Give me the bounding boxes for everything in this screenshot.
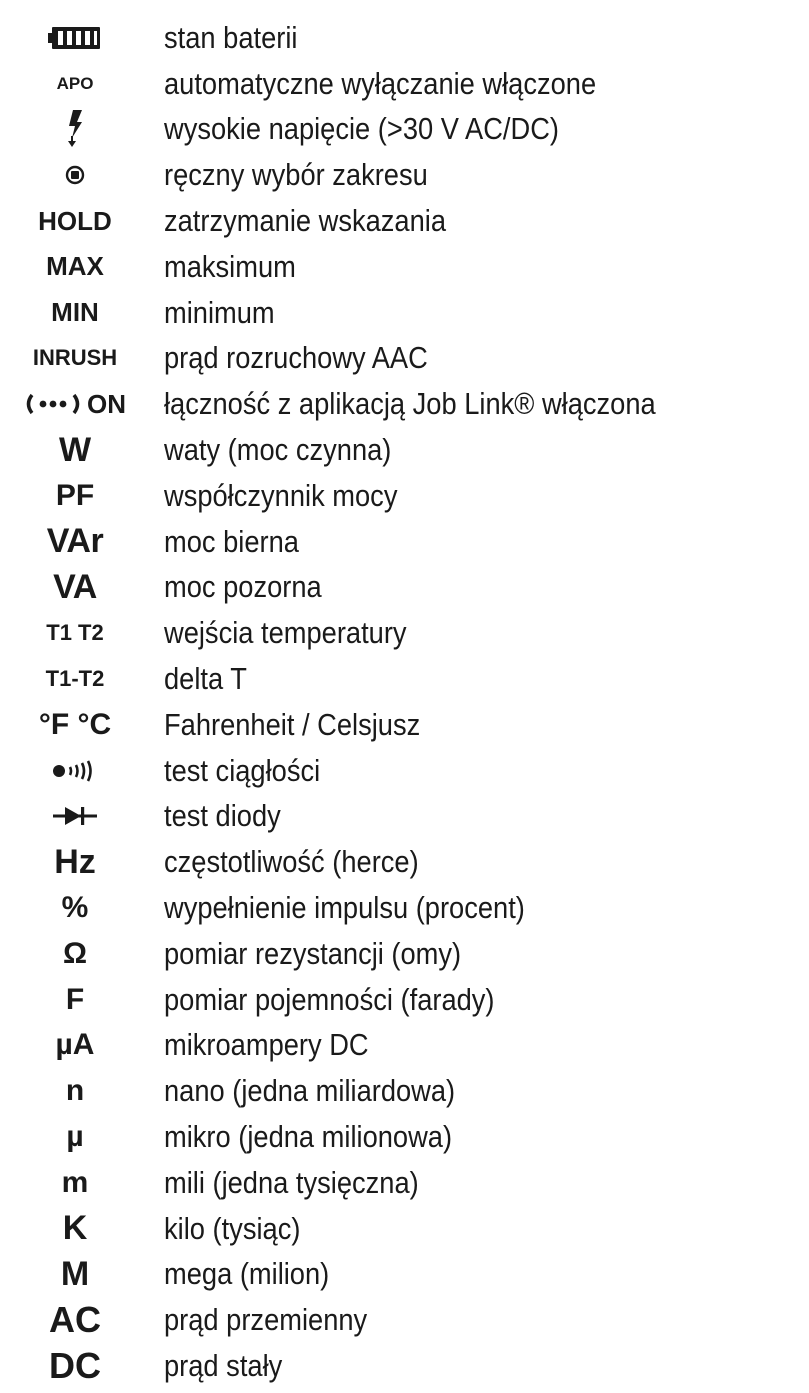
- legend-row: [0, 381, 809, 427]
- legend-row: [0, 839, 809, 885]
- legend-row: [0, 198, 809, 244]
- legend-symbol: n: [65, 1074, 85, 1108]
- legend-description: wysokie napięcie (>30 V AC/DC): [164, 111, 559, 147]
- legend-description: mili (jedna tysięczna): [164, 1164, 419, 1200]
- legend-description: mikroampery DC: [164, 1027, 369, 1063]
- legend-description: ręczny wybór zakresu: [164, 157, 428, 193]
- legend-description: prąd rozruchowy AAC: [164, 340, 428, 376]
- legend-row: [0, 656, 809, 702]
- legend-row: [0, 794, 809, 840]
- legend-row: [0, 244, 809, 290]
- legend-description: maksimum: [164, 248, 296, 284]
- legend-description: pomiar pojemności (farady): [164, 981, 495, 1017]
- legend-description: mega (milion): [164, 1256, 330, 1292]
- legend-symbol: HOLD: [38, 205, 112, 236]
- legend-description: test ciągłości: [164, 752, 321, 788]
- legend-symbol: µA: [55, 1028, 95, 1062]
- legend-row: [0, 336, 809, 382]
- legend-row: [0, 152, 809, 198]
- legend-description: nano (jedna miliardowa): [164, 1073, 456, 1109]
- legend-symbol: PF: [55, 478, 95, 512]
- legend-description: moc bierna: [164, 523, 299, 559]
- legend-row: [0, 290, 809, 336]
- manual-range-icon: [0, 165, 150, 185]
- legend-row: [0, 565, 809, 611]
- legend-row: [0, 610, 809, 656]
- legend-symbol: MAX: [46, 251, 104, 282]
- legend-description: Fahrenheit / Celsjusz: [164, 706, 421, 742]
- legend-symbol: T1-T2: [45, 666, 105, 692]
- legend-description: waty (moc czynna): [164, 432, 392, 468]
- legend-description: zatrzymanie wskazania: [164, 203, 447, 239]
- legend-description: częstotliwość (herce): [164, 844, 419, 880]
- legend-description: prąd przemienny: [164, 1302, 368, 1338]
- legend-symbol: APO: [56, 73, 94, 93]
- legend-row: [0, 885, 809, 931]
- legend-symbol: m: [61, 1165, 89, 1199]
- legend-description: test diody: [164, 798, 281, 834]
- legend-row: [0, 107, 809, 153]
- legend-description: kilo (tysiąc): [164, 1210, 301, 1246]
- legend-description: mikro (jedna milionowa): [164, 1119, 453, 1155]
- legend-row: [0, 427, 809, 473]
- continuity-icon: [0, 760, 150, 782]
- legend-symbol: VAr: [46, 522, 104, 561]
- legend-symbol: M: [60, 1254, 90, 1293]
- diode-icon: [0, 805, 150, 827]
- legend-row: [0, 1023, 809, 1069]
- legend-description: delta T: [164, 661, 247, 697]
- legend-row: [0, 519, 809, 565]
- battery-icon: [0, 26, 150, 50]
- legend-row: [0, 748, 809, 794]
- legend-symbol: VA: [53, 567, 97, 606]
- legend-symbol: ON: [87, 388, 126, 419]
- legend-row: [0, 1206, 809, 1252]
- legend-description: łączność z aplikacją Job Link® włączona: [164, 386, 656, 422]
- legend-symbol: MIN: [51, 297, 99, 328]
- legend-row: [0, 931, 809, 977]
- legend-description: pomiar rezystancji (omy): [164, 935, 462, 971]
- legend-symbol: µ: [66, 1120, 84, 1154]
- legend-row: [0, 61, 809, 107]
- legend-description: wejścia temperatury: [164, 615, 407, 651]
- wireless-signal-icon: [24, 393, 82, 415]
- legend-row: [0, 15, 809, 61]
- high-voltage-icon: [0, 110, 150, 148]
- legend-row: [0, 1114, 809, 1160]
- legend-symbol: K: [62, 1209, 88, 1248]
- legend-description: moc pozorna: [164, 569, 322, 605]
- legend-description: prąd stały: [164, 1348, 283, 1383]
- legend-symbol: T1 T2: [46, 620, 104, 646]
- legend-description: automatyczne wyłączanie włączone: [164, 65, 597, 101]
- legend-row: [0, 1068, 809, 1114]
- legend-symbol: DC: [49, 1345, 101, 1386]
- legend-row: [0, 473, 809, 519]
- legend-symbol: F: [65, 982, 85, 1016]
- legend-row: [0, 1252, 809, 1298]
- legend-symbol: Hz: [54, 842, 96, 881]
- legend-description: stan baterii: [164, 19, 298, 55]
- legend-row: [0, 1343, 809, 1389]
- legend-row: [0, 702, 809, 748]
- legend-symbol: AC: [49, 1299, 101, 1341]
- legend-symbol: %: [61, 891, 89, 925]
- legend-description: wypełnienie impulsu (procent): [164, 890, 525, 926]
- legend-symbol: °F °C: [38, 707, 112, 741]
- legend-description: współczynnik mocy: [164, 477, 398, 513]
- legend-row: [0, 1297, 809, 1343]
- legend-symbol: Ω: [62, 936, 88, 970]
- legend-description: minimum: [164, 294, 275, 330]
- legend-symbol: INRUSH: [32, 345, 118, 371]
- legend-row: [0, 1160, 809, 1206]
- legend-row: [0, 977, 809, 1023]
- legend-symbol: W: [58, 430, 92, 469]
- symbol-legend: [0, 15, 809, 1389]
